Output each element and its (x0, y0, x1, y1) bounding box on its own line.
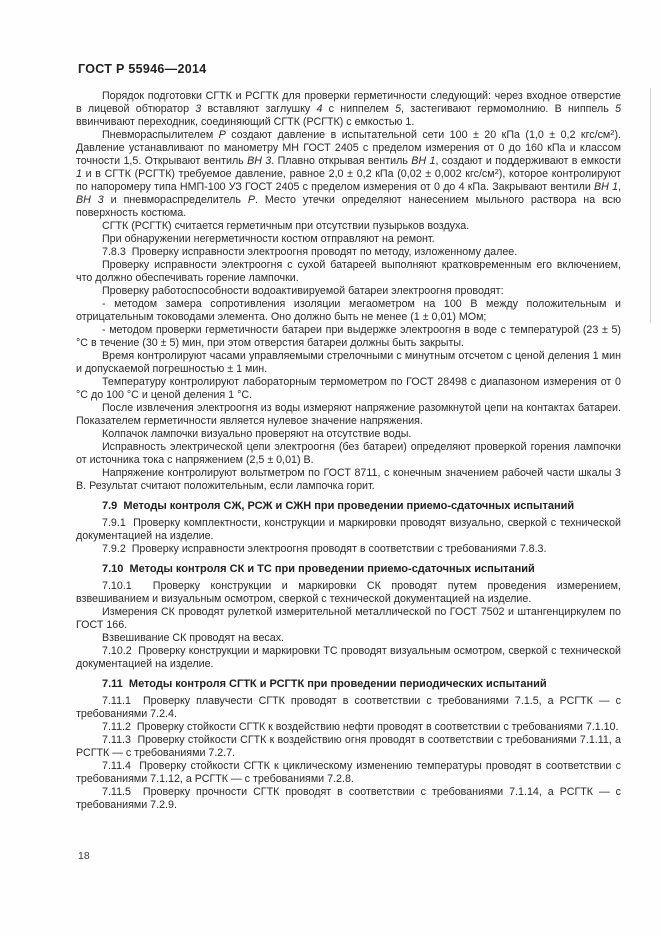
text-run: При обнаружении негерметичности костюм отправляют на ремонт. (102, 233, 435, 245)
text-run: - методом проверки герметичности батареи при выдержке электроогня в воде с температурой (23 ± 5) °С в течение (30 ± 5) мин, при этом отверстия батареи должны быть закрыты. (76, 324, 621, 349)
text-run: , создают и поддерживают в емкости (435, 155, 622, 167)
text-run: Исправность электрической цепи электроогня (без батареи) определяют проверкой горения лампочки от источника тока с напряжением (2,5 ± 0,01) В. (76, 441, 621, 466)
section-heading (76, 563, 621, 576)
paragraph (76, 786, 621, 812)
paragraph (76, 543, 621, 556)
page-number: 18 (78, 850, 90, 862)
text-run: ). Давление устанавливают по манометру МН ГОСТ 2405 с пределом измерения от 0 до 160 кПа и классом точности 1,5. Открывают вентиль (76, 129, 621, 167)
text-run: 7.11.4 Проверку стойкости СГТК к циклическому изменению температуры проводят в соответствии с требованиями 7.1.12, а РСГТК — с требованиями 7.2.8. (76, 760, 621, 785)
text-run: 7.8.3 Проверку исправности электроогня проводят по методу, изложенному далее. (102, 246, 518, 258)
text-run: 7.11.3 Проверку стойкости СГТК к воздействию огня проводят в соответствии с требованиями 7.1.11, а РСГТК — с требованиями 7.2.7. (76, 734, 621, 759)
text-run: Порядок подготовки СГТК и РСГТК для проверки герметичности следующий: через входное отверстие в лицевой обтюратор (76, 90, 621, 115)
text-run: вставляют заглушку (201, 103, 317, 115)
paragraph (76, 517, 621, 543)
italic-reference: ВН 3 (247, 155, 272, 167)
text-run: 7.10.2 Проверку конструкции и маркировки ТС проводят визуальным осмотром, сверкой с технической документацией на изделие. (76, 645, 621, 670)
italic-reference: ВН 1 (594, 181, 619, 193)
paragraph (76, 580, 621, 606)
paragraph (76, 324, 621, 350)
text-run: 7.9.1 Проверку комплектности, конструкции и маркировки проводят визуально, сверкой с технической документацией на изделие. (76, 517, 621, 542)
italic-reference: 1 (76, 168, 82, 180)
text-run: СГТК (РСГТК) считается герметичным при отсутствии пузырьков воздуха. (102, 220, 470, 232)
text-run: Температуру контролируют лабораторным термометром по ГОСТ 28498 с диапазоном измерения от 0 °С до 100 °С и ценой деления 1 °С. (76, 376, 621, 401)
text-run: ), которое контролируют по напоромеру типа НМП-100 УЗ ГОСТ 2405 с пределом измерения от 0 до 4 кПа. Закрывают вентили (76, 168, 621, 193)
text-run: После извлечения электроогня из воды измеряют напряжение разомкнутой цепи на контактах батареи. Показателем герметичности является нулевое значение напряжения. (76, 402, 621, 427)
paragraph (76, 606, 621, 632)
text-run: 7.11.2 Проверку стойкости СГТК к воздействию нефти проводят в соответствии с требованиями 7.1.10. (102, 721, 619, 733)
text-run: . Место утечки определяют нанесением мыльного раствора на всю поверхность костюма. (76, 194, 621, 219)
text-run: 7.10.1 Проверку конструкции и маркировки СК проводят путем проведения измерением, взвешиванием и визуальным осмотром, сверкой с технической документацией на изделие. (76, 580, 621, 605)
text-run: Взвешивание СК проводят на весах. (102, 632, 285, 644)
text-run: Проверку работоспособности водоактивируемой батареи электроогня проводят: (102, 285, 504, 297)
text-run: Проверку исправности электроогня с сухой батареей выполняют кратковременным его включением, что должно обеспечивать горение лампочки. (76, 259, 621, 284)
document-header-title: ГОСТ Р 55946—2014 (78, 62, 207, 76)
text-run: Измерения СК проводят рулеткой измерительной металлической по ГОСТ 7502 и штангенциркулем по ГОСТ 166. (76, 606, 621, 631)
paragraph (76, 441, 621, 467)
italic-reference: ВН 1 (411, 155, 436, 167)
italic-reference: 5 (395, 103, 402, 115)
text-run: с ниппелем (322, 103, 396, 115)
paragraph (76, 233, 621, 246)
superscript-text: 2 (610, 128, 615, 137)
text-run: 7.9 Методы контроля СЖ, РСЖ и СЖН при проведении приемо-сдаточных испытаний (102, 500, 575, 512)
text-run: Колпачок лампочки визуально проверяют на отсутствие воды. (102, 428, 412, 440)
text-run: и в СГТК (РСГТК) требуемое давление, равное 2,0 ± 0,2 кПа (0,02 ± 0,002 кгс/см (81, 168, 495, 180)
paragraph (76, 90, 621, 129)
text-run: , застегивают гермомолнию. В ниппель (401, 103, 616, 115)
italic-reference: 5 (615, 103, 622, 115)
text-run: 7.11.1 Проверку плавучести СГТК проводят в соответствии с требованиями 7.1.5, а РСГТК — с требованиями 7.2.4. (76, 695, 621, 720)
text-run: 7.9.2 Проверку исправности электроогня проводят в соответствии с требованиями 7.8.3. (102, 543, 547, 555)
text-run: и пневмораспределитель (103, 194, 248, 206)
text-run: ввинчивают переходник, соединяющий СГТК (РСГТК) с емкостью 1. (76, 116, 415, 128)
text-run: Напряжение контролируют вольтметром по ГОСТ 8711, с конечным значением рабочей части шкалы 3 В. Результат считают положительным, если лампочка горит. (76, 467, 621, 492)
paragraph (76, 734, 621, 760)
paragraph (76, 695, 621, 721)
section-heading (76, 500, 621, 513)
paragraph (76, 376, 621, 402)
paragraph (76, 632, 621, 645)
paragraph (76, 259, 621, 285)
paragraph (76, 721, 621, 734)
italic-reference: ВН 3 (76, 194, 104, 206)
paragraph (76, 246, 621, 259)
text-run: - методом замера сопротивления изоляции мегаометром на 100 В между положительным и отрицательным тоководами элемента. Оно должно быть не менее (1 ± 0,01) МОм; (76, 298, 621, 323)
paragraph (76, 760, 621, 786)
superscript-text: 2 (494, 167, 499, 176)
paragraph (76, 645, 621, 671)
paragraph (76, 402, 621, 428)
paragraph (76, 285, 621, 298)
text-run: . Плавно открывая вентиль (271, 155, 412, 167)
text-run: Пневмораспылителем (102, 129, 219, 141)
text-run: 7.10 Методы контроля СК и ТС при проведении приемо-сдаточных испытаний (102, 563, 535, 575)
document-body (76, 90, 621, 812)
scan-artifact-line (650, 88, 651, 323)
section-heading (76, 678, 621, 691)
text-run: Время контролируют часами управляемыми стрелочными с минутным отсчетом с ценой деления 1 мин и допускаемой погрешностью ± 1 мин. (76, 350, 621, 375)
italic-reference: Р (247, 194, 255, 206)
paragraph (76, 467, 621, 493)
paragraph (76, 129, 621, 220)
paragraph (76, 350, 621, 376)
paragraph (76, 428, 621, 441)
italic-reference: Р (218, 129, 226, 141)
text-run: , (618, 181, 622, 193)
italic-reference: 3 (195, 103, 202, 115)
text-run: создают давление в испытательной сети 100 ± 20 кПа (1,0 ± 0,2 кгс/см (225, 129, 611, 141)
italic-reference: 4 (316, 103, 323, 115)
paragraph (76, 220, 621, 233)
text-run: 7.11 Методы контроля СГТК и РСГТК при проведении периодических испытаний (102, 678, 547, 690)
paragraph (76, 298, 621, 324)
text-run: 7.11.5 Проверку прочности СГТК проводят в соответствии с требованиями 7.1.14, а РСГТК — с требованиями 7.2.9. (76, 786, 621, 811)
